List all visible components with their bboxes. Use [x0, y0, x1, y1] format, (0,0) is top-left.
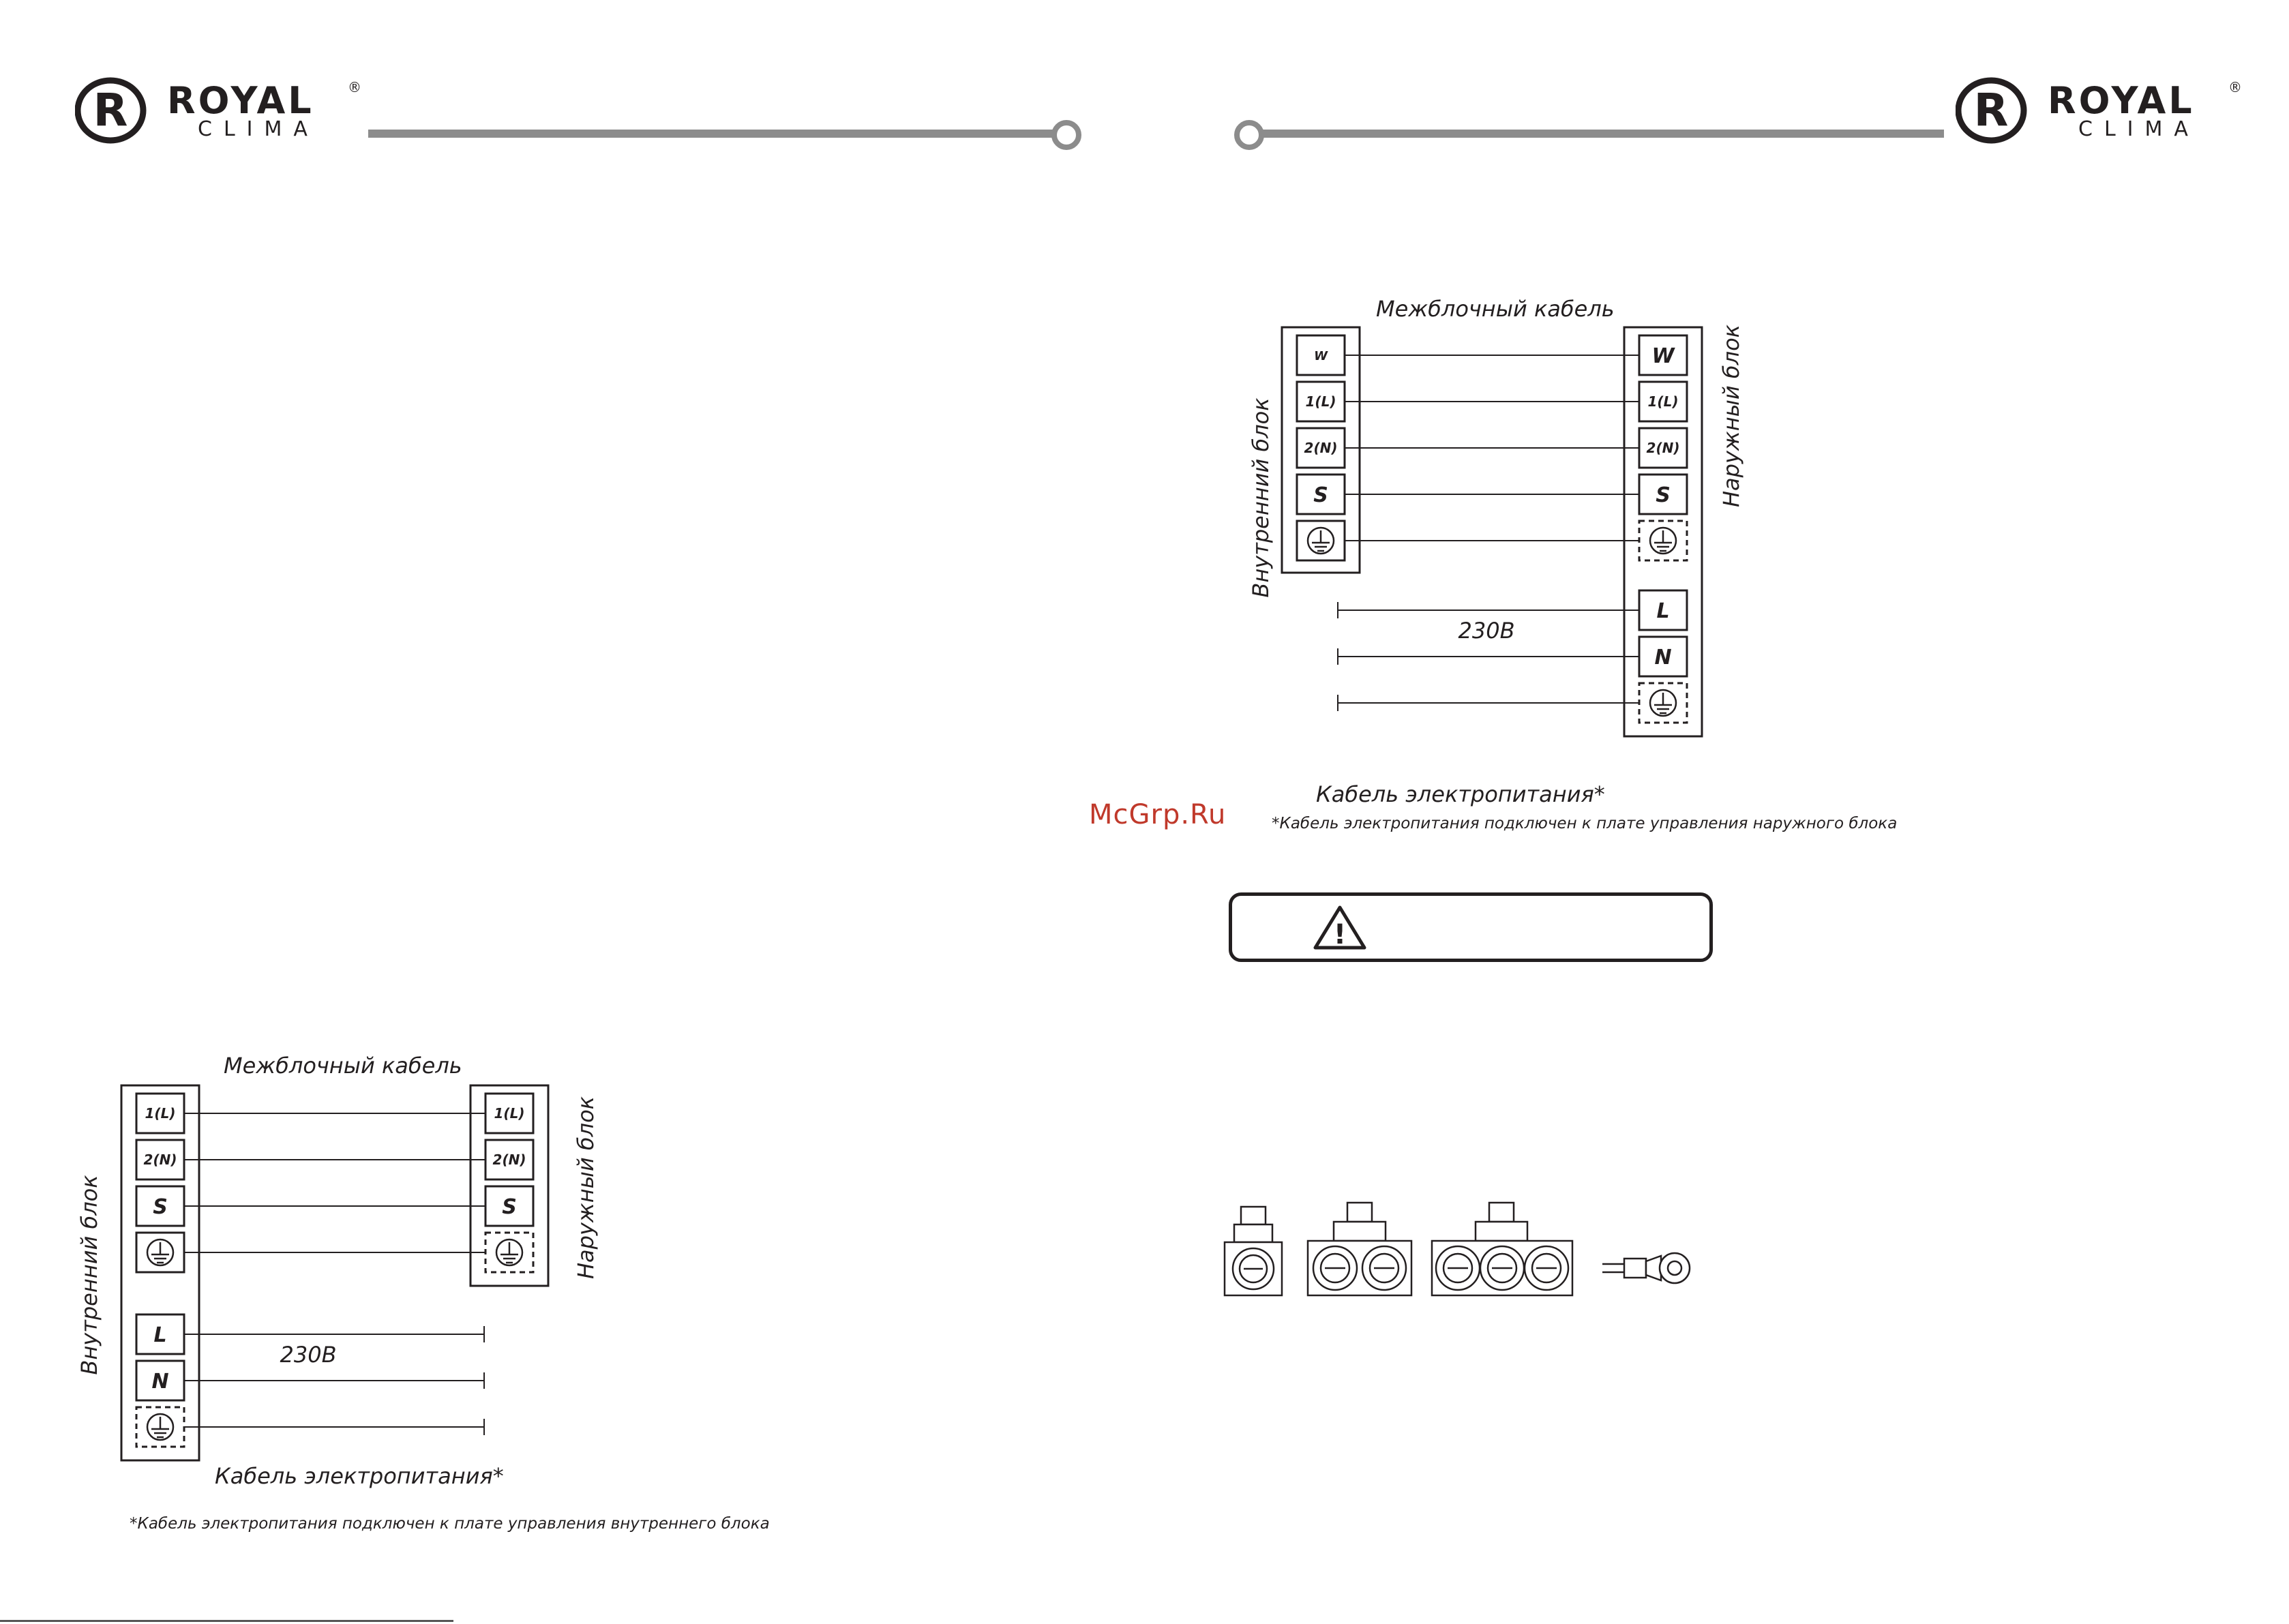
indoor-terminal-label: S	[1313, 483, 1328, 507]
brand-sub: CLIMA	[2078, 117, 2200, 141]
double-terminal-block-icon	[1308, 1203, 1411, 1295]
interblock-cable-label: Межблочный кабель	[1376, 296, 1615, 322]
outdoor-terminal-label: S	[1656, 483, 1671, 507]
indoor-terminal-label: 1(L)	[1305, 393, 1336, 410]
svg-text:!: !	[1333, 919, 1347, 950]
indoor-terminal-label: S	[153, 1195, 168, 1219]
header-rule-left	[368, 130, 1065, 138]
power-footnote: *Кабель электропитания подключен к плате управления наружного блока	[1272, 815, 1898, 832]
power-terminal-label: L	[153, 1323, 167, 1347]
outdoor-terminal-label: 1(L)	[494, 1105, 525, 1122]
footer-rule	[0, 1620, 453, 1622]
power-cable-label: Кабель электропитания*	[1316, 781, 1605, 807]
connector-illustrations	[1221, 1200, 1725, 1302]
power-terminal-label: N	[1654, 646, 1672, 670]
outdoor-terminal-label: W	[1651, 344, 1675, 368]
royal-clima-logo-left	[75, 76, 368, 151]
outdoor-terminal-label: 2(N)	[492, 1152, 526, 1168]
outdoor-unit-label: Наружный блок	[1718, 325, 1744, 507]
power-terminal-label: N	[151, 1370, 169, 1394]
warning-box	[1229, 892, 1713, 962]
indoor-unit-label: Внутренний блок	[76, 1175, 102, 1375]
registered-mark: ®	[348, 79, 361, 95]
voltage-label: 230В	[280, 1342, 337, 1368]
indoor-terminal-label: 1(L)	[145, 1105, 176, 1122]
svg-text:R: R	[1973, 84, 2009, 136]
right-wiring-diagram	[1214, 286, 1964, 845]
power-cable-label: Кабель электропитания*	[215, 1463, 504, 1489]
brand-sub: CLIMA	[198, 117, 319, 141]
single-terminal-block-icon	[1225, 1207, 1282, 1295]
outdoor-terminal-label: S	[502, 1195, 517, 1219]
outdoor-terminal-label: 1(L)	[1647, 393, 1679, 410]
power-footnote: *Кабель электропитания подключен к плате управления внутреннего блока	[130, 1515, 770, 1533]
ring-terminal-lug-icon	[1602, 1253, 1690, 1283]
power-terminal-label: L	[1656, 599, 1670, 623]
interblock-cable-label: Межблочный кабель	[224, 1053, 462, 1079]
header-dot-left	[1051, 120, 1081, 150]
logo-r-emblem-icon	[75, 76, 150, 145]
svg-text:R: R	[93, 84, 128, 136]
indoor-terminal-label: 2(N)	[1304, 440, 1338, 456]
voltage-label: 230В	[1458, 618, 1515, 644]
indoor-terminal-label: W	[1314, 349, 1328, 363]
triple-terminal-block-icon	[1432, 1203, 1572, 1295]
left-wiring-diagram	[0, 1043, 818, 1548]
royal-clima-logo-right	[1956, 76, 2249, 151]
logo-r-emblem-icon	[1956, 76, 2031, 145]
header-rule-right	[1259, 130, 1944, 138]
registered-mark: ®	[2228, 79, 2242, 95]
warning-triangle-icon	[1313, 904, 1367, 952]
outdoor-terminal-label: 2(N)	[1646, 440, 1680, 456]
indoor-terminal-label: 2(N)	[143, 1152, 177, 1168]
brand-name: ROYAL	[2048, 79, 2195, 122]
indoor-unit-label: Внутренний блок	[1248, 397, 1274, 598]
brand-name: ROYAL	[167, 79, 314, 122]
watermark-text: McGrp.Ru	[1089, 799, 1227, 830]
outdoor-unit-label: Наружный блок	[573, 1096, 599, 1279]
